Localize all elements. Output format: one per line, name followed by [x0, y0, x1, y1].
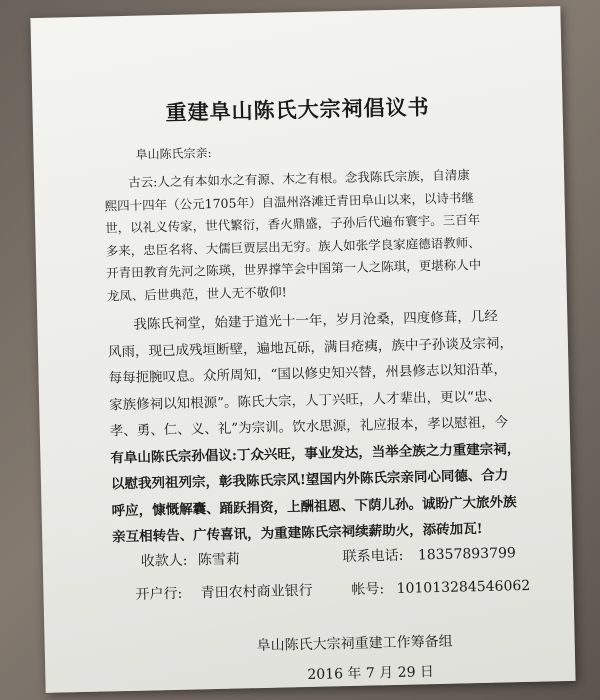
payee-name: 陈雪莉: [197, 551, 241, 569]
payee-label: 收款人:: [140, 552, 188, 570]
text-line: 孝、勇、仁、义、礼”为宗训。饮水思源，礼应报本，孝以慰祖，今: [109, 414, 509, 440]
paragraph-appeal: [107, 303, 534, 551]
paragraph-origin: [104, 163, 529, 308]
text-line: 每每扼腕叹息。众所周知，“国以修史知兴替，州县修志以知沿革，: [108, 361, 508, 387]
phone-number: 18357893799: [417, 545, 517, 564]
text-line: 呼应，慷慨解囊、踊跃捐资，上酬祖恩、下荫儿孙。诚盼广大旅外族: [111, 493, 517, 519]
payee-row: [141, 548, 241, 570]
bank-name: 青田农村商业银行: [200, 582, 313, 602]
text-line: 亲互相转告、广传喜讯，为重建陈氏宗祠续薪助火，添砖加瓦!: [112, 520, 483, 546]
salutation: 阜山陈氏宗亲:: [135, 146, 212, 162]
text-line: 龙凤、后世典范，世人无不敬仰!: [106, 283, 287, 303]
text-line: 开青田教育先河之陈瑛，世界撑竿会中国第一人之陈琪，更堪称人中: [106, 256, 482, 281]
bank-label: 开户行:: [135, 585, 183, 603]
text-line: 多来，忠臣名将、大儒巨贾层出无穷。族人如张学良家庭德语教师、: [105, 234, 481, 258]
text-line: 家族修祠以知根源”。陈氏大宗，人丁兴旺，人才辈出，更以“忠、: [109, 388, 502, 413]
document-date: 2016 年 7 月 29 日: [307, 664, 435, 683]
account-number: 101013284546062: [396, 577, 531, 597]
document-title: 重建阜山陈氏大宗祠倡议书: [165, 95, 430, 126]
text-line: 风雨，现已成残垣断壁，遍地瓦砾，满目疮痍，族中子孙谈及宗祠，: [107, 334, 514, 360]
account-label: 帐号:: [351, 581, 385, 598]
document-sheet: [30, 6, 575, 693]
text-line: 以慰我列祖列宗，彰我陈氏宗风!望国内外陈氏宗亲同心同德、合力: [110, 467, 509, 493]
phone-label: 联系电话:: [342, 547, 404, 566]
account-row: [351, 575, 530, 599]
bank-row: [135, 580, 313, 604]
text-line: 世，以礼义传家，世代繁衍，香火鼎盛，子孙后代遍布寰宇。三百年: [105, 211, 481, 236]
text-line: 有阜山陈氏宗孙倡议:丁众兴旺，事业发达，当举全族之力重建宗祠，: [110, 440, 521, 466]
organizer: 阜山陈氏大宗祠重建工作筹备组: [256, 633, 453, 655]
text-line: 熙四十四年（公元1705年）自温州洛滩迁青田阜山以来，以诗书继: [104, 189, 475, 213]
phone-row: [342, 542, 516, 566]
text-line: 古云:人之有本如水之有源、木之有根。念我陈氏宗族，自清康: [127, 167, 470, 190]
text-line: 我陈氏祠堂，始建于道光十一年，岁月沧桑，四度修葺，几经: [133, 308, 498, 333]
